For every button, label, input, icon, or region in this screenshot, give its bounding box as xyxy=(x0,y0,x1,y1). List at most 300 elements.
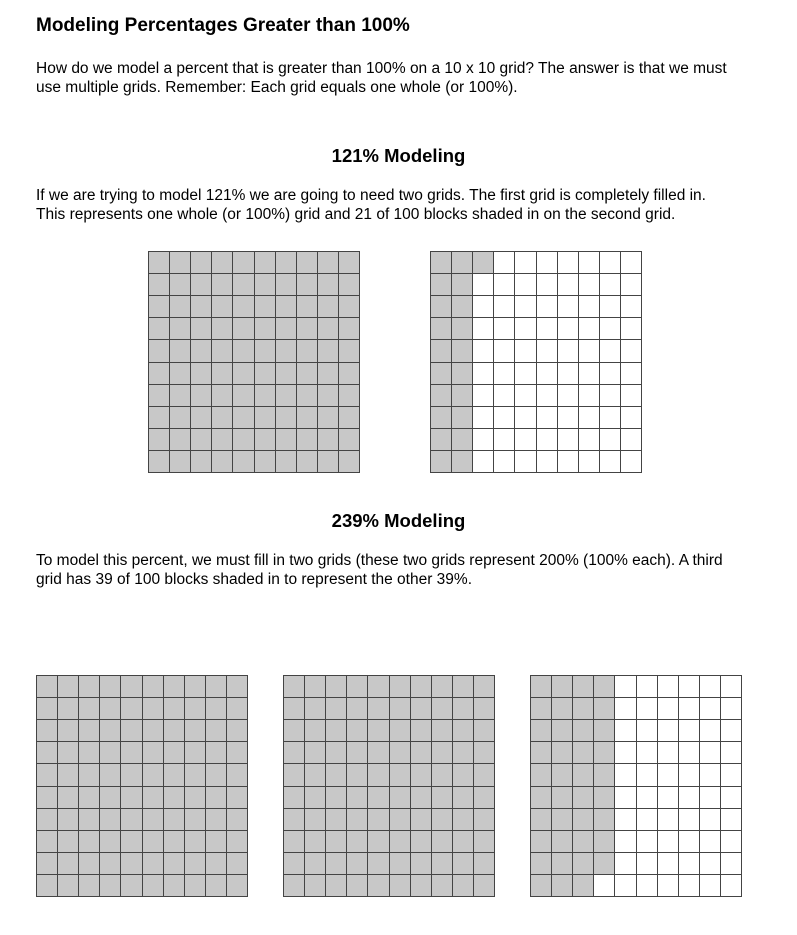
grid-cell-shaded xyxy=(390,676,411,698)
grid-cell-shaded xyxy=(347,875,368,897)
grid-cell-empty xyxy=(537,318,558,340)
grid-cell-shaded xyxy=(79,853,100,875)
grid-cell-shaded xyxy=(164,676,185,698)
grid-cell-shaded xyxy=(276,451,297,473)
grid-cell-shaded xyxy=(227,764,248,786)
grid-cell-shaded xyxy=(318,340,339,362)
grid-cell-empty xyxy=(621,340,642,362)
grid-cell-empty xyxy=(600,296,621,318)
grid-cell-shaded xyxy=(368,787,389,809)
grid-cell-shaded xyxy=(453,720,474,742)
grid-cell-empty xyxy=(515,274,536,296)
grid-cell-shaded xyxy=(531,676,552,698)
grid-cell-shaded xyxy=(305,676,326,698)
grid-cell-empty xyxy=(621,407,642,429)
section-239-line-1: To model this percent, we must fill in two grids (these two grids represent 200% (100% each). A third xyxy=(36,552,723,569)
grid-cell-empty xyxy=(637,853,658,875)
grid-cell-empty xyxy=(700,809,721,831)
grid-cell-shaded xyxy=(185,787,206,809)
grid-cell-shaded xyxy=(347,698,368,720)
grid-cell-shaded xyxy=(305,787,326,809)
grid-cell-shaded xyxy=(531,742,552,764)
grid-cell-shaded xyxy=(212,407,233,429)
grid-cell-shaded xyxy=(284,787,305,809)
section-239-paragraph xyxy=(36,551,766,589)
grid-cell-shaded xyxy=(326,853,347,875)
grid-cell-empty xyxy=(700,853,721,875)
grid-cell-shaded xyxy=(191,318,212,340)
grid-cell-shaded xyxy=(79,831,100,853)
grid-cell-shaded xyxy=(347,787,368,809)
grid-cell-shaded xyxy=(185,698,206,720)
grid-cell-shaded xyxy=(149,252,170,274)
grid-cell-shaded xyxy=(100,698,121,720)
grid-cell-shaded xyxy=(149,274,170,296)
grid-cell-shaded xyxy=(390,720,411,742)
grid-cell-shaded xyxy=(432,720,453,742)
grid-cell-empty xyxy=(537,340,558,362)
grid-121-whole xyxy=(148,251,360,473)
grid-cell-shaded xyxy=(143,742,164,764)
grid-cell-shaded xyxy=(411,742,432,764)
grid-cell-shaded xyxy=(233,296,254,318)
grid-cell-shaded xyxy=(58,764,79,786)
grid-cell-shaded xyxy=(276,363,297,385)
grid-cell-shaded xyxy=(339,318,360,340)
grid-cell-shaded xyxy=(212,252,233,274)
grid-cell-shaded xyxy=(552,742,573,764)
grid-cell-empty xyxy=(637,764,658,786)
grid-cell-empty xyxy=(473,318,494,340)
grid-239-whole-1 xyxy=(36,675,248,897)
grid-cell-empty xyxy=(579,385,600,407)
grid-cell-shaded xyxy=(233,274,254,296)
grid-cell-shaded xyxy=(164,831,185,853)
grid-cell-empty xyxy=(637,809,658,831)
grid-cell-empty xyxy=(473,429,494,451)
grid-cell-shaded xyxy=(170,318,191,340)
grid-cell-shaded xyxy=(318,407,339,429)
grid-cell-shaded xyxy=(58,720,79,742)
grid-cell-shaded xyxy=(305,809,326,831)
grid-cell-shaded xyxy=(368,698,389,720)
grid-cell-shaded xyxy=(474,831,495,853)
grid-cell-shaded xyxy=(170,274,191,296)
grid-cell-empty xyxy=(579,407,600,429)
grid-cell-shaded xyxy=(206,853,227,875)
grid-cell-empty xyxy=(658,698,679,720)
grid-cell-shaded xyxy=(37,720,58,742)
grid-cell-shaded xyxy=(233,407,254,429)
grid-cell-shaded xyxy=(100,853,121,875)
grid-cell-shaded xyxy=(594,787,615,809)
grid-cell-empty xyxy=(600,407,621,429)
grid-cell-shaded xyxy=(318,318,339,340)
grid-cell-empty xyxy=(537,385,558,407)
grid-cell-shaded xyxy=(79,809,100,831)
grid-cell-empty xyxy=(579,252,600,274)
grid-cell-shaded xyxy=(474,742,495,764)
grid-cell-shaded xyxy=(318,385,339,407)
grid-cell-empty xyxy=(721,875,742,897)
grid-cell-shaded xyxy=(255,318,276,340)
grid-cell-shaded xyxy=(276,274,297,296)
grid-cell-shaded xyxy=(474,809,495,831)
grid-cell-shaded xyxy=(276,340,297,362)
grid-cell-shaded xyxy=(37,809,58,831)
grid-cell-shaded xyxy=(368,720,389,742)
grid-cell-empty xyxy=(679,764,700,786)
grid-cell-shaded xyxy=(297,340,318,362)
grid-cell-shaded xyxy=(233,318,254,340)
grid-cell-shaded xyxy=(37,698,58,720)
grid-cell-shaded xyxy=(276,385,297,407)
grid-cell-shaded xyxy=(206,764,227,786)
grid-cell-shaded xyxy=(191,274,212,296)
grid-cell-shaded xyxy=(191,385,212,407)
grid-cell-shaded xyxy=(552,831,573,853)
grid-239-whole-2 xyxy=(283,675,495,897)
grid-cell-shaded xyxy=(284,853,305,875)
grid-cell-shaded xyxy=(411,809,432,831)
grid-cell-shaded xyxy=(368,809,389,831)
grid-cell-empty xyxy=(679,676,700,698)
grid-cell-shaded xyxy=(284,809,305,831)
grid-cell-shaded xyxy=(37,853,58,875)
section-121-line-1: If we are trying to model 121% we are going to need two grids. The first grid is completely filled in. xyxy=(36,187,706,204)
grid-cell-shaded xyxy=(552,787,573,809)
grid-cell-empty xyxy=(537,407,558,429)
grid-cell-shaded xyxy=(164,853,185,875)
grid-cell-empty xyxy=(515,451,536,473)
grid-cell-shaded xyxy=(284,875,305,897)
grid-cell-empty xyxy=(494,318,515,340)
grid-cell-shaded xyxy=(594,853,615,875)
grid-cell-shaded xyxy=(206,698,227,720)
intro-line-1: How do we model a percent that is greater than 100% on a 10 x 10 grid? The answer is that we must xyxy=(36,60,727,77)
grid-cell-shaded xyxy=(100,676,121,698)
grid-cell-shaded xyxy=(452,385,473,407)
grid-cell-shaded xyxy=(79,720,100,742)
grid-cell-shaded xyxy=(531,831,552,853)
grid-cell-shaded xyxy=(143,831,164,853)
grid-cell-shaded xyxy=(233,363,254,385)
grid-cell-shaded xyxy=(100,831,121,853)
grid-cell-empty xyxy=(621,451,642,473)
grid-cell-shaded xyxy=(431,451,452,473)
grid-cell-shaded xyxy=(474,720,495,742)
grid-cell-shaded xyxy=(431,385,452,407)
grid-cell-shaded xyxy=(474,764,495,786)
grid-cell-shaded xyxy=(390,809,411,831)
grid-cell-shaded xyxy=(453,787,474,809)
grid-cell-shaded xyxy=(453,875,474,897)
grid-cell-empty xyxy=(658,764,679,786)
grid-cell-empty xyxy=(637,875,658,897)
grid-cell-empty xyxy=(621,318,642,340)
grid-cell-shaded xyxy=(227,787,248,809)
grid-cell-shaded xyxy=(170,385,191,407)
grid-cell-shaded xyxy=(212,296,233,318)
grid-cell-shaded xyxy=(149,340,170,362)
grid-cell-shaded xyxy=(276,318,297,340)
grid-cell-shaded xyxy=(121,787,142,809)
grid-cell-shaded xyxy=(212,340,233,362)
grid-cell-empty xyxy=(700,764,721,786)
grid-cell-empty xyxy=(600,363,621,385)
grid-cell-shaded xyxy=(185,742,206,764)
grid-cell-shaded xyxy=(411,676,432,698)
grid-cell-shaded xyxy=(212,385,233,407)
grid-cell-shaded xyxy=(227,676,248,698)
grid-cell-shaded xyxy=(339,429,360,451)
grid-cell-empty xyxy=(558,252,579,274)
grid-cell-empty xyxy=(558,318,579,340)
grid-cell-shaded xyxy=(255,451,276,473)
grid-cell-shaded xyxy=(100,764,121,786)
grid-cell-shaded xyxy=(227,875,248,897)
grid-cell-shaded xyxy=(573,809,594,831)
grid-cell-empty xyxy=(621,385,642,407)
grid-cell-shaded xyxy=(411,720,432,742)
grid-cell-shaded xyxy=(552,809,573,831)
grid-cell-shaded xyxy=(552,875,573,897)
grid-cell-shaded xyxy=(452,296,473,318)
grid-cell-shaded xyxy=(227,809,248,831)
grid-cell-empty xyxy=(558,340,579,362)
grid-cell-shaded xyxy=(390,742,411,764)
section-121-line-2: This represents one whole (or 100%) grid and 21 of 100 blocks shaded in on the second grid. xyxy=(36,206,676,223)
grid-cell-shaded xyxy=(326,720,347,742)
grid-cell-empty xyxy=(637,698,658,720)
grid-cell-shaded xyxy=(58,853,79,875)
grid-cell-empty xyxy=(600,429,621,451)
grid-cell-empty xyxy=(600,385,621,407)
grid-cell-empty xyxy=(700,831,721,853)
grid-cell-shaded xyxy=(79,875,100,897)
grid-cell-shaded xyxy=(318,363,339,385)
grid-cell-empty xyxy=(473,451,494,473)
grid-cell-shaded xyxy=(473,252,494,274)
grid-cell-empty xyxy=(515,407,536,429)
grid-cell-empty xyxy=(558,451,579,473)
grid-cell-shaded xyxy=(79,676,100,698)
grid-cell-shaded xyxy=(37,742,58,764)
grid-cell-shaded xyxy=(318,274,339,296)
grid-cell-shaded xyxy=(191,296,212,318)
grid-cell-empty xyxy=(721,809,742,831)
grid-cell-shaded xyxy=(432,831,453,853)
grid-cell-empty xyxy=(494,451,515,473)
grid-cell-empty xyxy=(494,296,515,318)
grid-cell-shaded xyxy=(368,853,389,875)
grid-cell-empty xyxy=(679,853,700,875)
grid-cell-shaded xyxy=(121,853,142,875)
grid-cell-shaded xyxy=(531,809,552,831)
grid-cell-shaded xyxy=(206,831,227,853)
grid-cell-shaded xyxy=(347,676,368,698)
grid-cell-empty xyxy=(700,875,721,897)
grid-cell-shaded xyxy=(58,676,79,698)
grid-cell-shaded xyxy=(121,764,142,786)
grid-cell-shaded xyxy=(284,764,305,786)
grid-cell-shaded xyxy=(206,742,227,764)
grid-cell-shaded xyxy=(149,318,170,340)
grid-121-partial xyxy=(430,251,642,473)
grid-cell-shaded xyxy=(255,429,276,451)
grid-cell-shaded xyxy=(191,451,212,473)
grid-cell-empty xyxy=(621,363,642,385)
grid-cell-empty xyxy=(721,698,742,720)
grid-cell-shaded xyxy=(347,742,368,764)
grid-cell-empty xyxy=(615,698,636,720)
grid-cell-shaded xyxy=(227,720,248,742)
grid-cell-shaded xyxy=(411,831,432,853)
grid-cell-shaded xyxy=(185,809,206,831)
grid-cell-shaded xyxy=(594,831,615,853)
grid-cell-empty xyxy=(579,363,600,385)
grid-cell-empty xyxy=(594,875,615,897)
grid-cell-shaded xyxy=(305,875,326,897)
grid-cell-empty xyxy=(679,698,700,720)
grid-cell-empty xyxy=(537,252,558,274)
grid-cell-shaded xyxy=(143,720,164,742)
grid-cell-shaded xyxy=(255,296,276,318)
grid-cell-shaded xyxy=(121,831,142,853)
grid-cell-shaded xyxy=(368,875,389,897)
grid-cell-empty xyxy=(579,451,600,473)
section-239-line-2: grid has 39 of 100 blocks shaded in to represent the other 39%. xyxy=(36,571,473,588)
grid-cell-shaded xyxy=(431,340,452,362)
grid-cell-shaded xyxy=(305,742,326,764)
grid-cell-empty xyxy=(494,407,515,429)
grid-cell-shaded xyxy=(474,853,495,875)
grid-cell-empty xyxy=(637,831,658,853)
grid-cell-shaded xyxy=(531,875,552,897)
grid-cell-shaded xyxy=(100,787,121,809)
grid-cell-shaded xyxy=(297,385,318,407)
grid-cell-shaded xyxy=(452,429,473,451)
grid-cell-shaded xyxy=(531,853,552,875)
grid-cell-shaded xyxy=(79,787,100,809)
grid-cell-empty xyxy=(473,407,494,429)
grid-cell-empty xyxy=(558,296,579,318)
intro-line-2: use multiple grids. Remember: Each grid equals one whole (or 100%). xyxy=(36,79,518,96)
page-title: Modeling Percentages Greater than 100% xyxy=(36,15,410,36)
grid-cell-empty xyxy=(721,676,742,698)
grid-cell-shaded xyxy=(552,764,573,786)
grid-cell-shaded xyxy=(276,407,297,429)
grid-cell-empty xyxy=(615,875,636,897)
grid-cell-shaded xyxy=(121,809,142,831)
grid-cell-shaded xyxy=(255,407,276,429)
grid-cell-shaded xyxy=(452,274,473,296)
grid-cell-empty xyxy=(494,340,515,362)
grid-cell-shaded xyxy=(100,809,121,831)
grid-cell-shaded xyxy=(297,274,318,296)
grid-cell-shaded xyxy=(233,451,254,473)
grid-cell-shaded xyxy=(121,742,142,764)
grid-cell-shaded xyxy=(233,340,254,362)
grid-cell-shaded xyxy=(191,252,212,274)
grid-cell-shaded xyxy=(452,363,473,385)
grid-cell-shaded xyxy=(431,274,452,296)
grid-cell-shaded xyxy=(347,853,368,875)
grid-cell-shaded xyxy=(305,764,326,786)
grid-cell-empty xyxy=(558,385,579,407)
section-121-heading: 121% Modeling xyxy=(331,145,466,166)
grid-cell-empty xyxy=(679,875,700,897)
grid-cell-shaded xyxy=(100,742,121,764)
grid-cell-shaded xyxy=(432,853,453,875)
grid-cell-shaded xyxy=(552,853,573,875)
grid-cell-empty xyxy=(473,385,494,407)
grid-cell-shaded xyxy=(368,742,389,764)
grid-cell-empty xyxy=(658,742,679,764)
grid-cell-shaded xyxy=(170,340,191,362)
grid-cell-empty xyxy=(700,720,721,742)
grid-cell-shaded xyxy=(411,853,432,875)
grid-cell-shaded xyxy=(432,698,453,720)
grid-cell-shaded xyxy=(474,875,495,897)
grid-cell-shaded xyxy=(552,698,573,720)
grid-cell-empty xyxy=(473,363,494,385)
grid-cell-shaded xyxy=(431,318,452,340)
grid-cell-shaded xyxy=(37,787,58,809)
grid-cell-empty xyxy=(473,340,494,362)
grid-cell-shaded xyxy=(164,720,185,742)
grid-cell-shaded xyxy=(390,875,411,897)
grid-cell-shaded xyxy=(318,451,339,473)
grid-cell-shaded xyxy=(326,787,347,809)
grid-cell-shaded xyxy=(297,318,318,340)
grid-cell-shaded xyxy=(212,429,233,451)
grid-cell-shaded xyxy=(305,720,326,742)
grid-cell-shaded xyxy=(227,831,248,853)
grid-cell-empty xyxy=(721,742,742,764)
grid-cell-shaded xyxy=(100,875,121,897)
grid-cell-shaded xyxy=(58,809,79,831)
grid-cell-shaded xyxy=(164,787,185,809)
grid-cell-shaded xyxy=(58,698,79,720)
grid-cell-shaded xyxy=(594,698,615,720)
grid-cell-shaded xyxy=(149,385,170,407)
grid-cell-empty xyxy=(579,274,600,296)
grid-cell-empty xyxy=(615,831,636,853)
grid-cell-shaded xyxy=(368,676,389,698)
grid-cell-shaded xyxy=(432,742,453,764)
grid-cell-empty xyxy=(600,318,621,340)
grid-cell-shaded xyxy=(368,764,389,786)
grid-cell-empty xyxy=(579,318,600,340)
section-239-heading: 239% Modeling xyxy=(331,510,466,531)
grid-cell-empty xyxy=(700,787,721,809)
grid-cell-shaded xyxy=(347,764,368,786)
grid-cell-shaded xyxy=(474,698,495,720)
grid-cell-empty xyxy=(515,296,536,318)
grid-cell-shaded xyxy=(143,853,164,875)
grid-cell-shaded xyxy=(573,764,594,786)
grid-cell-empty xyxy=(558,407,579,429)
grid-cell-shaded xyxy=(185,764,206,786)
grid-cell-shaded xyxy=(347,809,368,831)
grid-cell-shaded xyxy=(390,787,411,809)
grid-cell-shaded xyxy=(390,831,411,853)
grid-cell-empty xyxy=(679,742,700,764)
grid-cell-shaded xyxy=(431,296,452,318)
grid-cell-shaded xyxy=(170,252,191,274)
grid-cell-shaded xyxy=(432,809,453,831)
